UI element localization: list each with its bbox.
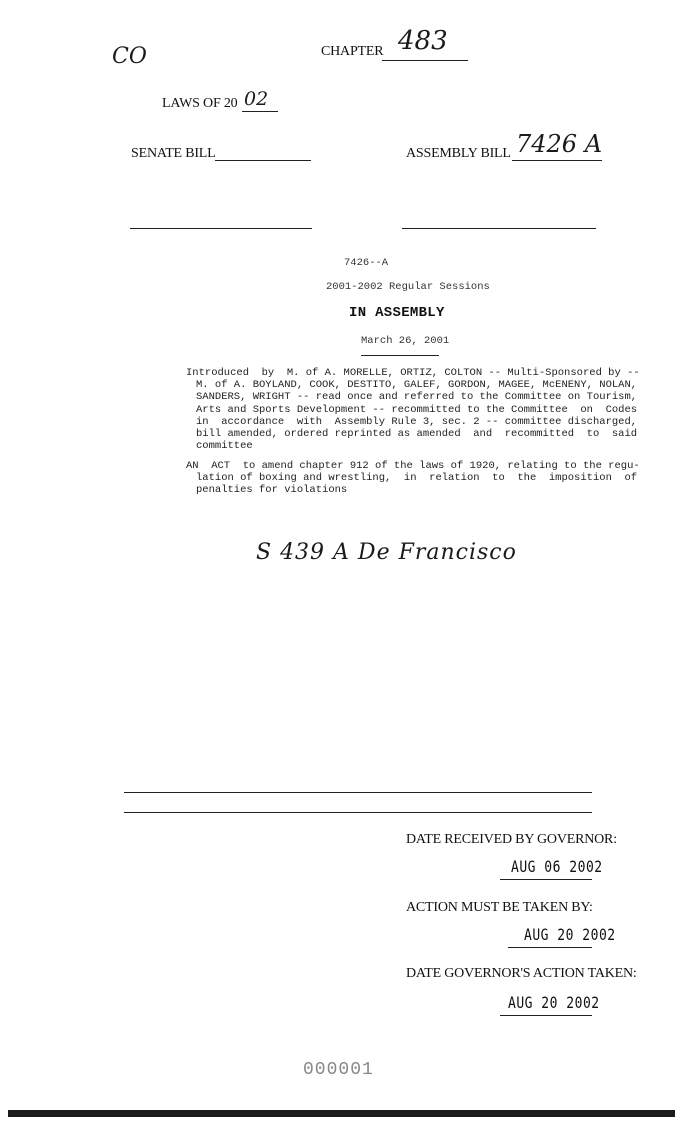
introduced-line: committee	[196, 440, 253, 453]
bill-session: 2001-2002 Regular Sessions	[326, 281, 490, 293]
scan-edge-bar	[8, 1110, 675, 1117]
bill-number: 7426--A	[344, 257, 389, 269]
act-line: AN ACT to amend chapter 912 of the laws of 1920, relating to the regu-	[186, 460, 640, 472]
laws-label: LAWS OF 20	[162, 96, 238, 111]
action-by-date-underline	[508, 947, 592, 948]
action-taken-label: DATE GOVERNOR'S ACTION TAKEN:	[406, 966, 637, 981]
chapter-label: CHAPTER	[321, 44, 384, 59]
action-taken-date-stamp: AUG 20 2002	[508, 994, 600, 1013]
act-paragraph	[186, 460, 640, 497]
introduced-line: SANDERS, WRIGHT -- read once and referred to the Committee on Tourism,	[196, 391, 638, 404]
page-stamp: 000001	[303, 1060, 374, 1080]
assembly-bill-label: ASSEMBLY BILL	[406, 146, 511, 161]
section-divider-bottom	[124, 812, 592, 813]
assembly-bill-number: 7426 A	[516, 130, 603, 158]
date-divider	[361, 355, 439, 356]
introduced-line: in accordance with Assembly Rule 3, sec. 2 -- committee discharged,	[196, 415, 638, 428]
action-by-date-stamp: AUG 20 2002	[524, 926, 616, 945]
bill-chamber: IN ASSEMBLY	[349, 305, 445, 321]
introduced-line: Arts and Sports Development -- recommitted to the Committee on Codes	[196, 403, 638, 416]
received-date-stamp: AUG 06 2002	[511, 858, 603, 877]
assembly-bill-underline	[512, 160, 602, 161]
laws-year-underline	[242, 111, 278, 112]
act-line: lation of boxing and wrestling, in relation to the imposition of	[196, 472, 638, 485]
senate-bill-label: SENATE BILL	[131, 146, 216, 161]
signature-line-right	[402, 228, 596, 229]
action-by-label: ACTION MUST BE TAKEN BY:	[406, 900, 593, 915]
introduced-line: Introduced by M. of A. MORELLE, ORTIZ, COLTON -- Multi-Sponsored by --	[186, 367, 640, 379]
introduced-line: bill amended, ordered reprinted as amended and recommitted to said	[196, 428, 638, 441]
chapter-number: 483	[398, 26, 448, 56]
laws-year: 02	[244, 88, 269, 110]
handwritten-code: CO	[112, 44, 147, 69]
introduced-line: M. of A. BOYLAND, COOK, DESTITO, GALEF, GORDON, MAGEE, McENENY, NOLAN,	[196, 379, 638, 392]
chapter-underline	[382, 60, 468, 61]
act-line: penalties for violations	[196, 484, 348, 497]
received-date-underline	[500, 879, 592, 880]
action-taken-date-underline	[500, 1015, 592, 1016]
section-divider-top	[124, 792, 592, 793]
senate-bill-underline	[215, 160, 311, 161]
bill-date: March 26, 2001	[361, 335, 450, 347]
introduced-paragraph	[186, 367, 640, 453]
signature-line-left	[130, 228, 312, 229]
received-label: DATE RECEIVED BY GOVERNOR:	[406, 832, 617, 847]
handwritten-note: S 439 A De Francisco	[256, 540, 517, 565]
